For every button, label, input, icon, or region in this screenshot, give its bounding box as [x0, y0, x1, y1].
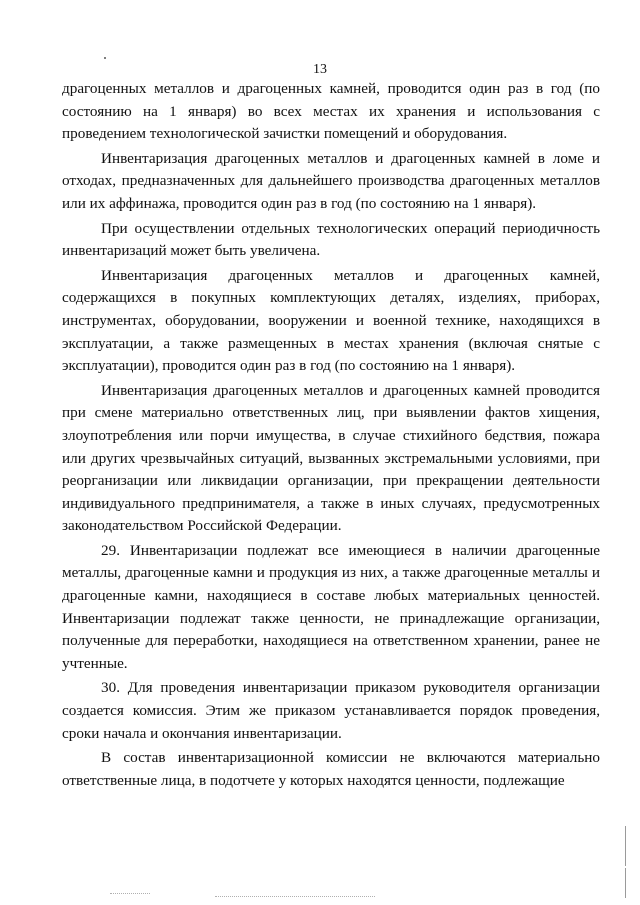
paragraph-commission-composition: В состав инвентаризационной комиссии не включаются материально ответственные лица, в подотчете у которых находятся ценности, подлежащие	[62, 749, 600, 789]
scan-speck	[104, 57, 106, 59]
paragraph-scrap-inventory: Инвентаризация драгоценных металлов и драгоценных камней в ломе и отходах, предназначенных для дальнейшего производства драгоценных металлов или их аффинажа, проводится один раз в год (по состоянию на 1 января).	[62, 149, 600, 212]
paragraph-periodicity: При осуществлении отдельных технологических операций периодичность инвентаризаций может быть увеличена.	[62, 219, 600, 260]
paragraph-item-29: 29. Инвентаризации подлежат все имеющиеся в наличии драгоценные металлы, драгоценные камни и продукция из них, а также драгоценные металлы и драгоценные камни, находящиеся в составе любых материальных ценностей. Инвентаризации подлежат также ценности, не принадлежащие организации, полученные для переработки, находящиеся на ответственном хранении, ранее не учтенные.	[62, 541, 600, 672]
paragraph-purchased-components: Инвентаризация драгоценных металлов и драгоценных камней, содержащихся в покупных комплектующих деталях, изделиях, приборах, инструментах, оборудовании, вооружении и военной технике, находящихся в эксплуатации, а также размещенных в местах хранения (включая снятые с эксплуатации), проводится один раз в год (по состоянию на 1 января).	[62, 266, 600, 375]
paragraph-special-cases: Инвентаризация драгоценных металлов и драгоценных камней проводится при смене материально ответственных лиц, при выявлении фактов хищения, злоупотребления или порчи имущества, в случае стихийного бедствия, пожара или других чрезвычайных ситуаций, вызванных экстремальными условиями, при реорганизации или ликвидации организации, при прекращении деятельности индивидуального предпринимателя, а также в иных случаях, предусмотренных законодательством Российской Федерации.	[62, 381, 600, 535]
scan-edge-line	[625, 826, 626, 866]
document-body	[62, 78, 600, 794]
paragraph-item-30: 30. Для проведения инвентаризации приказом руководителя организации создается комиссия. Этим же приказом устанавливается порядок проведения, сроки начала и окончания инвентаризации.	[62, 679, 600, 742]
scan-artifact	[110, 893, 150, 895]
scan-edge-line	[625, 868, 626, 898]
paragraph-continuation: драгоценных металлов и драгоценных камней, проводится один раз в год (по состоянию на 1 января) во всех местах их хранения и использования с проведением технологической зачистки помещений и оборудования.	[62, 80, 600, 143]
page-number: 13	[313, 62, 327, 77]
scan-artifact	[215, 896, 375, 898]
